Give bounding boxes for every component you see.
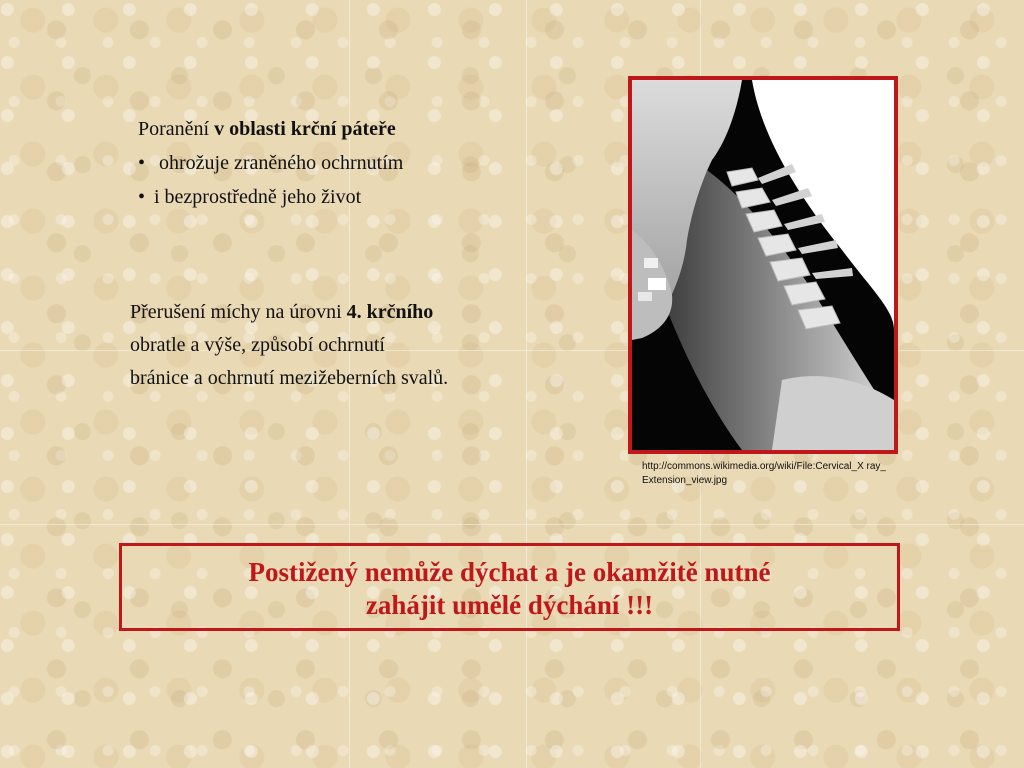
callout-line-1: Postižený nemůže dýchat a je okamžitě nutné — [248, 557, 771, 587]
bullet-icon: • — [138, 152, 146, 174]
cervical-xray-image — [628, 76, 898, 454]
bullet-item: • i bezprostředně jeho život — [138, 180, 403, 214]
spinal-cord-detail — [130, 296, 448, 395]
image-source-caption: http://commons.wikimedia.org/wiki/File:Cervical_X ray_Extension_view.jpg — [642, 461, 886, 486]
warning-callout — [119, 543, 900, 631]
detail-line-3: bránice a ochrnutí mezižeberních svalů. — [130, 367, 449, 389]
detail-bold: 4. krčního — [346, 301, 434, 323]
xray-illustration — [632, 80, 894, 450]
bullet-item: • ohrožuje zraněného ochrnutím — [138, 146, 403, 180]
intro-lead-bold: v oblasti krční páteře — [214, 118, 396, 140]
background-seam — [0, 524, 1024, 525]
bullet-icon: • — [138, 186, 146, 208]
detail-line-2: obratle a výše, způsobí ochrnutí — [130, 334, 385, 356]
intro-lead: Poranění v oblasti krční páteře — [138, 118, 396, 140]
injury-intro — [138, 112, 403, 214]
background-seam — [526, 0, 527, 768]
detail-line-1: Přerušení míchy na úrovni 4. krčního — [130, 301, 434, 323]
callout-line-2: zahájit umělé dýchání !!! — [365, 590, 654, 620]
